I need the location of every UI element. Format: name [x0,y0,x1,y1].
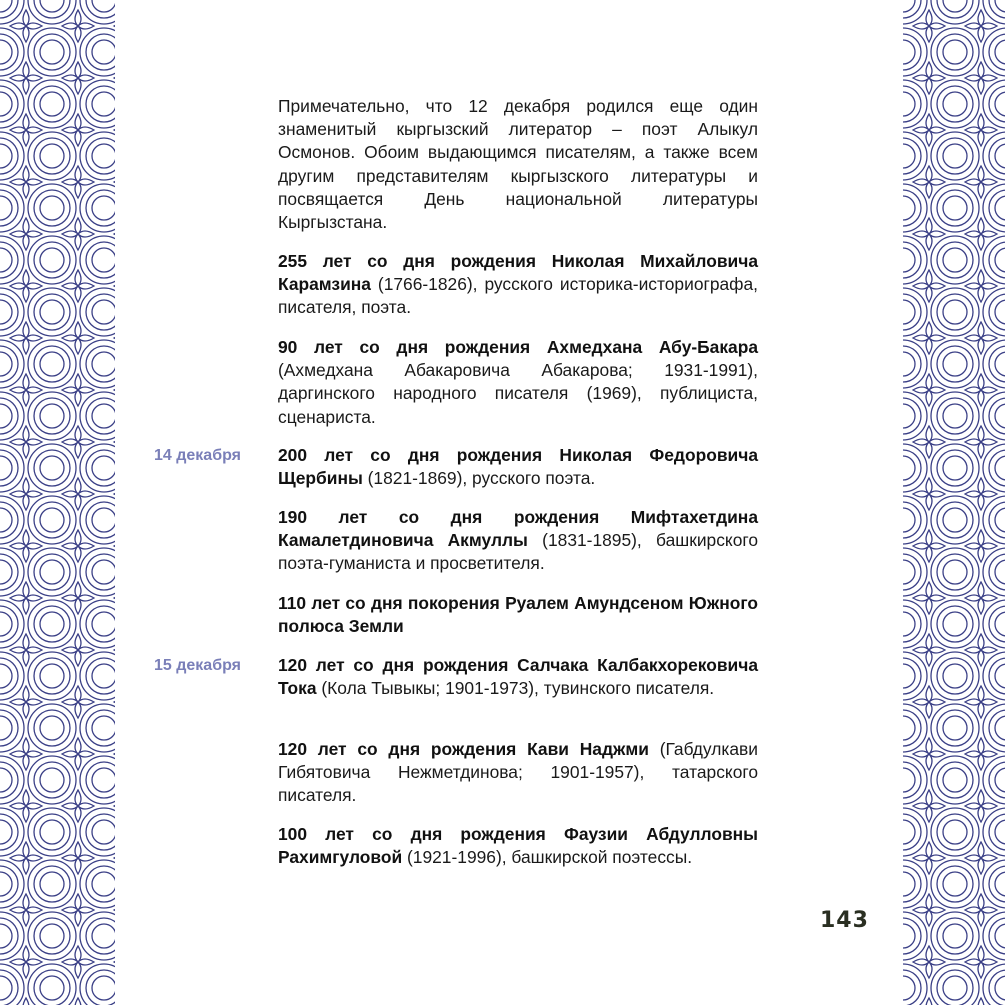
entry-karamzin [278,250,758,320]
entry-heading: 120 лет со дня рождения Кави Наджми [278,739,649,759]
decorative-pattern-left [0,0,115,1005]
entry-details: (Габдулкави Гибятовича Нежметдинова; 1901-1957), татарского писателя. [278,739,759,806]
entry-heading: 200 лет со дня рождения Николая Федоровича Щербины [278,445,758,489]
entry-details: (Ахмедхана Абакаровича Абакарова; 1931-1991), даргинского народного писателя (1969), публициста, сценариста. [278,360,758,427]
paragraph-intro: Примечательно, что 12 декабря родился еще один знаменитый кыргызский литератор – поэт Алыкул Осмонов. Обоим выдающимся писателям, а также всем другим представителям кыргызского литературы и посвящается День национальной литературы Кыргызстана. [278,96,758,233]
entry-heading: 90 лет со дня рождения Ахмедхана Абу-Бакара [278,337,758,357]
entry-shcherbina [278,444,758,490]
entry-salchak-tok [278,654,758,700]
entry-amundsen [278,592,758,638]
date-label: 15 декабря [154,657,241,674]
entry-details: (1831-1895), башкирского поэта-гуманиста и просветителя. [278,530,759,574]
entry-abu-bakar [278,336,758,429]
entry-rahimgulova [278,823,758,869]
entry-heading: 110 лет со дня покорения Руалем Амундсеном Южного полюса Земли [278,593,758,637]
decorative-pattern-right [903,0,1005,1005]
entry-details: (1921-1996), башкирской поэтессы. [402,847,693,868]
page-number: 143 [820,908,869,933]
entry-heading: 255 лет со дня рождения Николая Михайловича Карамзина [278,251,758,295]
entry-heading: 190 лет со дня рождения Мифтахетдина Камалетдиновича Акмуллы [278,507,758,551]
entry-kavi-najmi [278,738,758,808]
entry-heading: 120 лет со дня рождения Салчака Калбакхорековича Тока [278,655,758,699]
entry-heading: 100 лет со дня рождения Фаузии Абдулловны Рахимгуловой [278,824,758,868]
document-page [115,0,903,1005]
entry-details: (Кола Тывыкы; 1901-1973), тувинского писателя. [316,678,715,699]
date-label: 14 декабря [154,447,241,464]
entry-details: (1766-1826), русского историка-историографа, писателя, поэта. [278,274,758,318]
entry-details: (1821-1869), русского поэта. [362,468,596,489]
entry-akmulla [278,506,758,576]
